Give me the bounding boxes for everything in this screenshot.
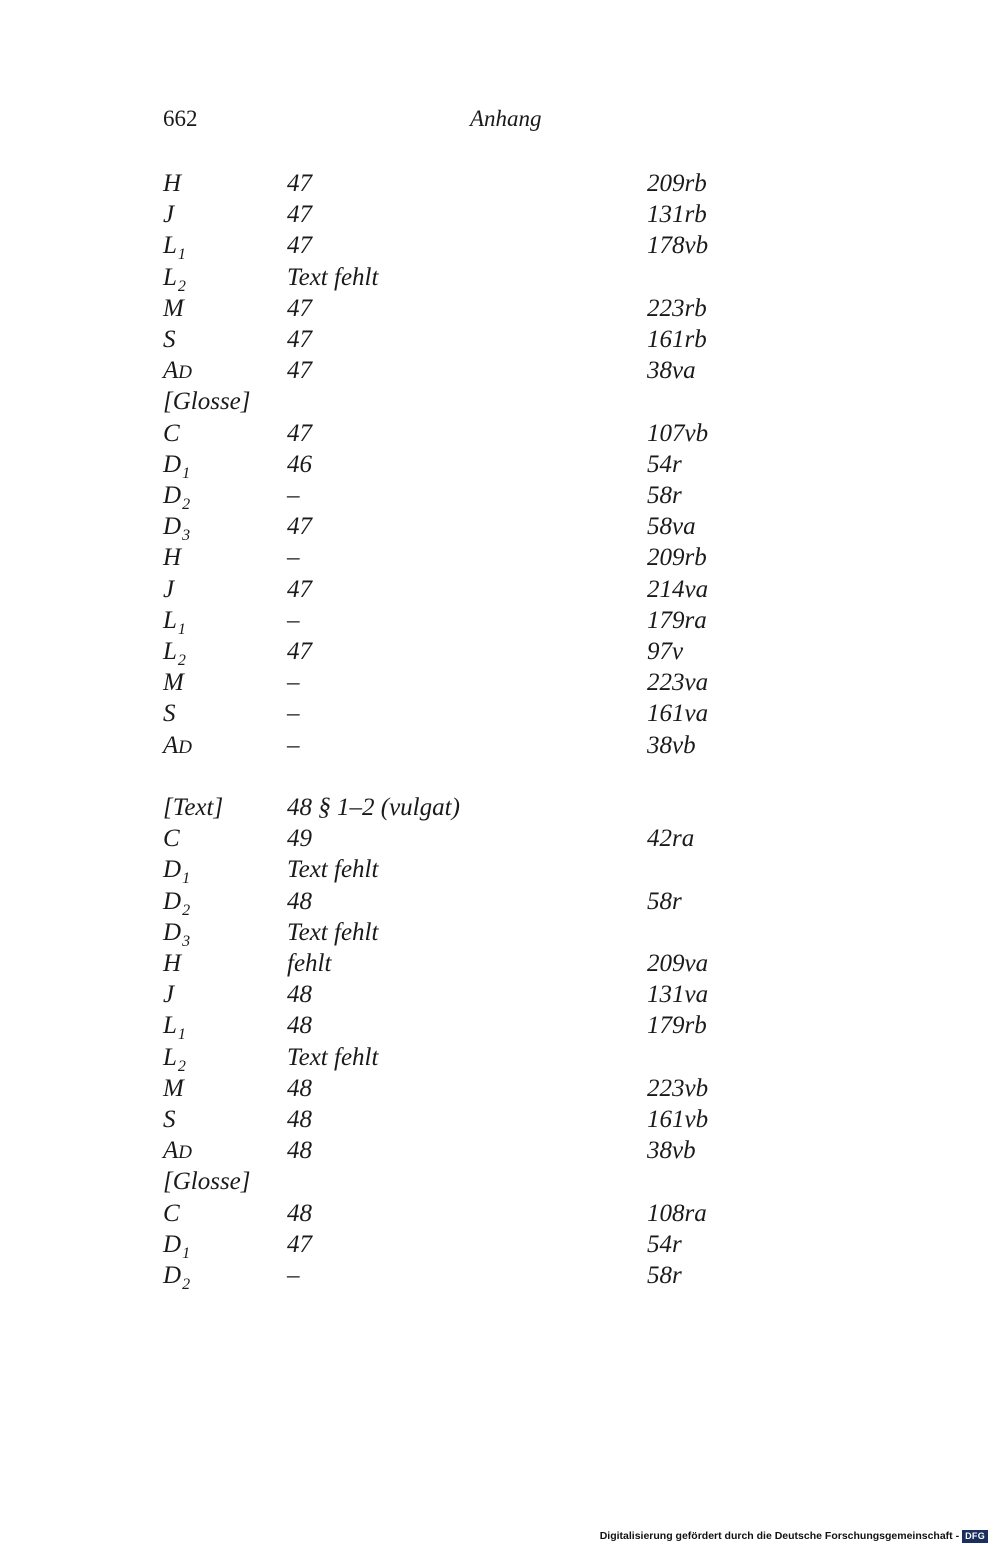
manuscript-siglum [163, 230, 186, 264]
table-row [0, 449, 1000, 480]
chapter-number: 49 [287, 825, 312, 852]
folio-reference: 209va [647, 950, 709, 977]
siglum-letter: D [163, 888, 182, 915]
folio-reference: 214va [647, 576, 709, 603]
manuscript-siglum [163, 293, 184, 324]
funding-note: Digitalisierung gefördert durch die Deutsche Forschungsgemeinschaft - [599, 1530, 960, 1542]
manuscript-siglum [163, 823, 180, 854]
siglum-subscript: 1 [177, 1026, 186, 1043]
chapter-number: 48 [287, 888, 312, 915]
folio-reference: 54r [647, 451, 682, 478]
table-row [0, 886, 1000, 917]
siglum-letter: [Text] [163, 794, 224, 821]
table-row [0, 917, 1000, 948]
chapter-number: 47 [287, 357, 312, 384]
siglum-letter: S [163, 700, 176, 727]
manuscript-siglum [163, 386, 251, 417]
folio-reference: 54r [647, 1231, 682, 1258]
siglum-letter: D [163, 919, 182, 946]
folio-reference: 58r [647, 1262, 682, 1289]
siglum-subscript: 3 [182, 933, 191, 950]
siglum-letter: L [163, 232, 177, 259]
manuscript-siglum [163, 449, 190, 483]
table-row [0, 199, 1000, 230]
manuscript-siglum [163, 542, 181, 573]
dfg-logo: DFG [962, 1530, 988, 1543]
chapter-number: 47 [287, 170, 312, 197]
chapter-number: – [287, 607, 300, 634]
chapter-number: – [287, 700, 300, 727]
folio-reference: 179ra [647, 607, 707, 634]
table-row [0, 168, 1000, 199]
chapter-number: 47 [287, 326, 312, 353]
manuscript-siglum [163, 698, 176, 729]
folio-reference: 179rb [647, 1012, 707, 1039]
chapter-number: 47 [287, 232, 312, 259]
table-row [0, 480, 1000, 511]
siglum-letter: H [163, 950, 182, 977]
table-row [0, 1135, 1000, 1166]
siglum-letter: D [163, 482, 182, 509]
table-row [0, 1042, 1000, 1073]
table-row [0, 854, 1000, 885]
chapter-number: fehlt [287, 950, 332, 977]
manuscript-siglum [163, 480, 190, 514]
chapter-number: 48 [287, 1075, 312, 1102]
table-row [0, 386, 1000, 417]
siglum-letter: J [163, 576, 175, 603]
chapter-number: Text fehlt [287, 1044, 379, 1071]
siglum-letter: A [163, 357, 179, 384]
manuscript-siglum [163, 917, 190, 951]
siglum-subscript: 2 [182, 902, 191, 919]
manuscript-siglum [163, 605, 186, 639]
chapter-number: – [287, 669, 300, 696]
folio-reference: 108ra [647, 1200, 707, 1227]
folio-reference: 58va [647, 513, 696, 540]
folio-reference: 209rb [647, 544, 707, 571]
manuscript-siglum [163, 355, 192, 388]
siglum-letter: M [163, 669, 184, 696]
siglum-letter: S [163, 1106, 176, 1133]
manuscript-siglum [163, 1104, 176, 1135]
chapter-number: 47 [287, 638, 312, 665]
siglum-letter: L [163, 1012, 177, 1039]
manuscript-siglum [163, 636, 186, 670]
folio-reference: 223rb [647, 295, 707, 322]
siglum-small-caps: D [178, 362, 193, 383]
chapter-number: – [287, 544, 300, 571]
folio-reference: 131rb [647, 201, 707, 228]
siglum-subscript: 3 [182, 527, 191, 544]
folio-reference: 97v [647, 638, 684, 665]
manuscript-siglum [163, 1073, 184, 1104]
siglum-letter: L [163, 1044, 177, 1071]
page-number: 662 [163, 106, 198, 131]
chapter-number: 47 [287, 513, 312, 540]
folio-reference: 223vb [647, 1075, 709, 1102]
table-row [0, 324, 1000, 355]
chapter-number: 48 [287, 981, 312, 1008]
chapter-number: 47 [287, 1231, 312, 1258]
chapter-number: – [287, 482, 300, 509]
siglum-letter: M [163, 1075, 184, 1102]
manuscript-siglum [163, 1260, 190, 1294]
chapter-number: 47 [287, 295, 312, 322]
chapter-number: 48 [287, 1137, 312, 1164]
table-row [0, 730, 1000, 761]
siglum-letter: H [163, 170, 182, 197]
folio-reference: 107vb [647, 420, 709, 447]
folio-reference: 161vb [647, 1106, 709, 1133]
manuscript-siglum [163, 262, 186, 296]
manuscript-siglum [163, 948, 181, 979]
chapter-number: Text fehlt [287, 856, 379, 883]
table-row [0, 418, 1000, 449]
chapter-number: Text fehlt [287, 919, 379, 946]
siglum-letter: L [163, 638, 177, 665]
siglum-letter: D [163, 1231, 182, 1258]
manuscript-siglum [163, 574, 174, 605]
folio-reference: 209rb [647, 170, 707, 197]
table-row [0, 1166, 1000, 1197]
folio-reference: 38vb [647, 732, 696, 759]
siglum-letter: C [163, 1200, 180, 1227]
table-row [0, 355, 1000, 386]
chapter-number: 48 [287, 1012, 312, 1039]
siglum-letter: C [163, 420, 180, 447]
manuscript-siglum [163, 979, 174, 1010]
manuscript-siglum [163, 324, 176, 355]
chapter-number: 48 § 1–2 (vulgat) [287, 794, 460, 821]
table-row [0, 979, 1000, 1010]
table-row [0, 542, 1000, 573]
siglum-letter: [Glosse] [163, 1168, 251, 1195]
manuscript-siglum [163, 854, 190, 888]
table-row [0, 1229, 1000, 1260]
siglum-letter: D [163, 513, 182, 540]
folio-reference: 38va [647, 357, 696, 384]
chapter-number: 47 [287, 201, 312, 228]
chapter-number: 48 [287, 1106, 312, 1133]
siglum-letter: H [163, 544, 182, 571]
folio-reference: 161va [647, 700, 709, 727]
siglum-small-caps: D [178, 737, 193, 758]
siglum-letter: S [163, 326, 176, 353]
table-row [0, 636, 1000, 667]
folio-reference: 42ra [647, 825, 695, 852]
chapter-number: 47 [287, 420, 312, 447]
table-row [0, 1104, 1000, 1135]
siglum-letter: J [163, 201, 175, 228]
folio-reference: 58r [647, 888, 682, 915]
chapter-number: 47 [287, 576, 312, 603]
folio-reference: 38vb [647, 1137, 696, 1164]
siglum-subscript: 2 [182, 496, 191, 513]
siglum-letter: M [163, 295, 184, 322]
siglum-subscript: 2 [182, 1276, 191, 1293]
manuscript-siglum [163, 886, 190, 920]
table-row [0, 667, 1000, 698]
chapter-number: – [287, 732, 300, 759]
siglum-letter: A [163, 1137, 179, 1164]
table-row [0, 823, 1000, 854]
siglum-subscript: 1 [182, 465, 191, 482]
table-row [0, 511, 1000, 542]
manuscript-siglum [163, 730, 192, 763]
siglum-subscript: 2 [177, 652, 186, 669]
siglum-subscript: 1 [177, 246, 186, 263]
chapter-number: 46 [287, 451, 312, 478]
siglum-subscript: 2 [177, 1058, 186, 1075]
siglum-letter: L [163, 264, 177, 291]
folio-reference: 161rb [647, 326, 707, 353]
siglum-subscript: 1 [177, 621, 186, 638]
running-title: Anhang [470, 106, 542, 131]
manuscript-siglum [163, 667, 184, 698]
table-row [0, 792, 1000, 823]
siglum-letter: L [163, 607, 177, 634]
manuscript-siglum [163, 1042, 186, 1076]
folio-reference: 223va [647, 669, 709, 696]
manuscript-siglum [163, 1135, 192, 1168]
manuscript-siglum [163, 511, 190, 545]
table-row [0, 262, 1000, 293]
manuscript-siglum [163, 1229, 190, 1263]
chapter-number: Text fehlt [287, 264, 379, 291]
manuscript-siglum [163, 1198, 180, 1229]
siglum-small-caps: D [178, 1142, 193, 1163]
chapter-number: – [287, 1262, 300, 1289]
table-row [0, 1198, 1000, 1229]
table-row [0, 698, 1000, 729]
siglum-letter: C [163, 825, 180, 852]
siglum-letter: D [163, 1262, 182, 1289]
table-row [0, 293, 1000, 324]
manuscript-siglum [163, 418, 180, 449]
table-row [0, 605, 1000, 636]
table-row [0, 948, 1000, 979]
table-row [0, 230, 1000, 261]
manuscript-siglum [163, 1010, 186, 1044]
siglum-letter: J [163, 981, 175, 1008]
folio-reference: 178vb [647, 232, 709, 259]
siglum-letter: A [163, 732, 179, 759]
siglum-letter: [Glosse] [163, 388, 251, 415]
manuscript-siglum [163, 168, 181, 199]
siglum-subscript: 2 [177, 278, 186, 295]
table-row [0, 1260, 1000, 1291]
table-row [0, 574, 1000, 605]
manuscript-siglum [163, 1166, 251, 1197]
folio-reference: 131va [647, 981, 709, 1008]
manuscript-siglum [163, 792, 223, 823]
funding-footer [600, 1529, 988, 1543]
chapter-number: 48 [287, 1200, 312, 1227]
siglum-letter: D [163, 451, 182, 478]
siglum-letter: D [163, 856, 182, 883]
folio-reference: 58r [647, 482, 682, 509]
siglum-subscript: 1 [182, 1245, 191, 1262]
siglum-subscript: 1 [182, 870, 191, 887]
table-row [0, 1010, 1000, 1041]
table-row [0, 1073, 1000, 1104]
manuscript-siglum [163, 199, 174, 230]
